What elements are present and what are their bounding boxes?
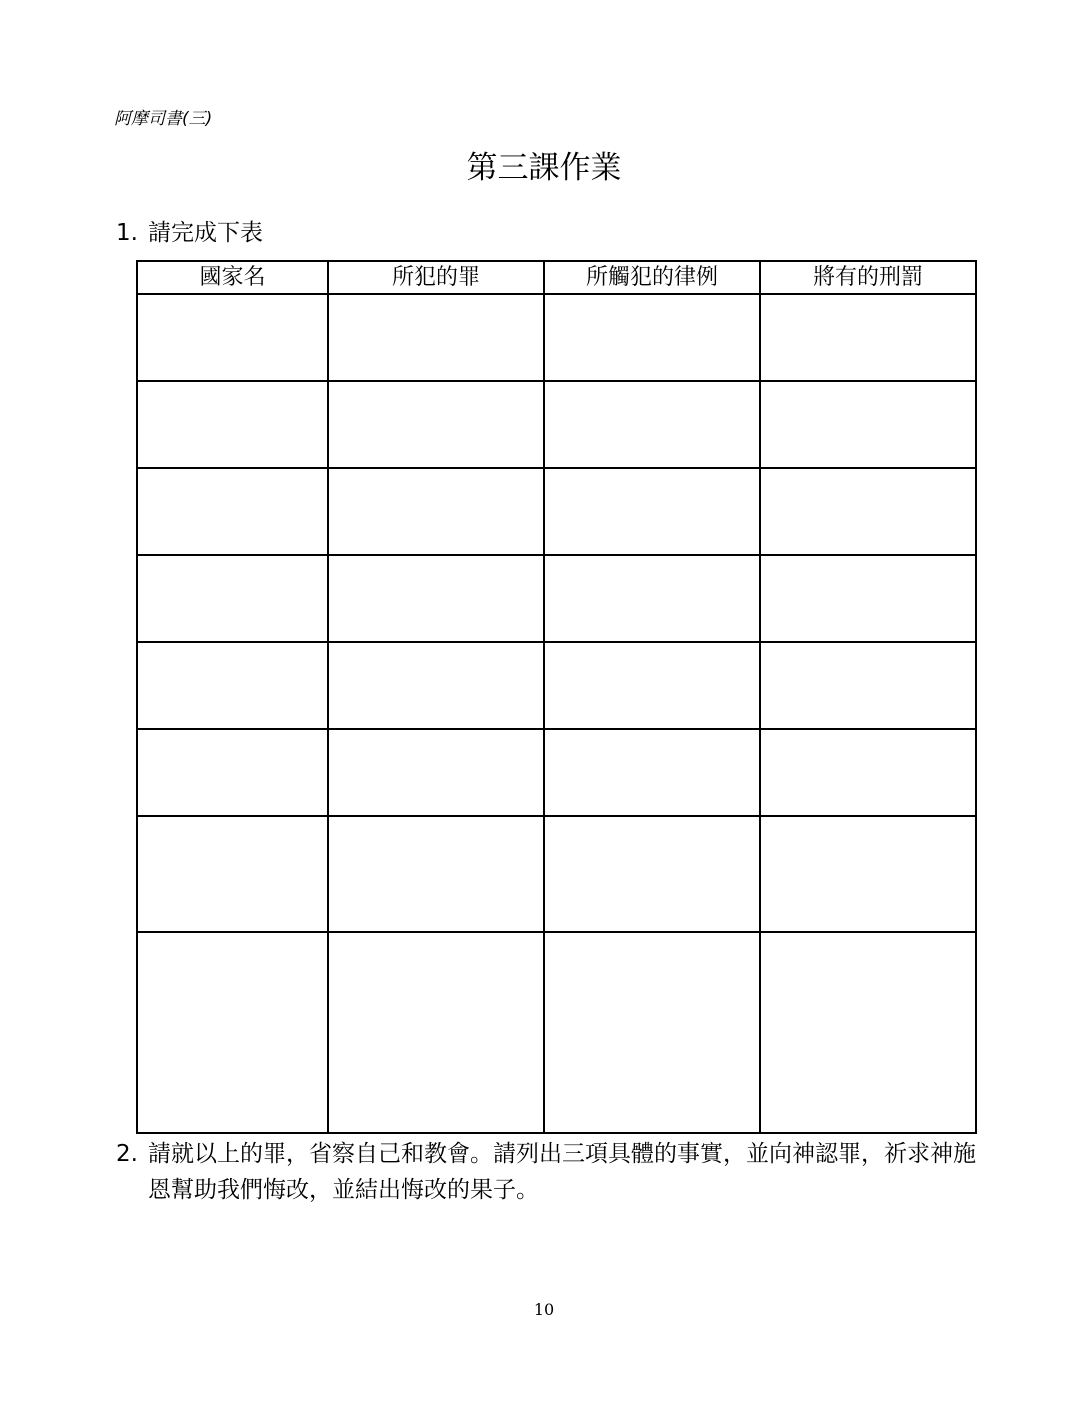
worksheet-table — [136, 260, 977, 1134]
page-number: 10 — [533, 1300, 555, 1319]
question-2-text: 請就以上的罪，省察自己和教會。請列出三項具體的事實，並向神認罪，祈求神施恩幫助我們悔改，並結出悔改的果子。 — [148, 1141, 976, 1203]
table-cell[interactable] — [760, 932, 976, 1133]
table-row — [137, 468, 976, 555]
table-cell[interactable] — [137, 932, 328, 1133]
table-cell[interactable] — [137, 642, 328, 729]
table-row — [137, 294, 976, 381]
table-row — [137, 555, 976, 642]
table-cell[interactable] — [328, 468, 544, 555]
table-cell[interactable] — [544, 932, 760, 1133]
column-header-sin: 所犯的罪 — [328, 261, 544, 294]
table-cell[interactable] — [328, 816, 544, 932]
table-cell[interactable] — [544, 555, 760, 642]
running-header: 阿摩司書(三) — [114, 109, 213, 129]
table-cell[interactable] — [328, 932, 544, 1133]
question-1-number: 1. — [116, 220, 138, 246]
question-2 — [116, 1136, 986, 1208]
table-cell[interactable] — [328, 642, 544, 729]
column-header-punishment: 將有的刑罰 — [760, 261, 976, 294]
table-cell[interactable] — [544, 816, 760, 932]
table-cell[interactable] — [328, 294, 544, 381]
question-2-number: 2. — [116, 1141, 138, 1167]
table-cell[interactable] — [137, 729, 328, 816]
table-cell[interactable] — [328, 555, 544, 642]
table-header-row — [137, 261, 976, 294]
table-row — [137, 729, 976, 816]
table-cell[interactable] — [760, 555, 976, 642]
table-cell[interactable] — [544, 468, 760, 555]
table-row — [137, 381, 976, 468]
question-1 — [116, 214, 263, 247]
table-row — [137, 816, 976, 932]
table-cell[interactable] — [544, 642, 760, 729]
question-1-text: 請完成下表 — [148, 220, 263, 246]
column-header-country: 國家名 — [137, 261, 328, 294]
table-cell[interactable] — [328, 729, 544, 816]
table-cell[interactable] — [137, 381, 328, 468]
table-row — [137, 642, 976, 729]
table-cell[interactable] — [328, 381, 544, 468]
table-cell[interactable] — [760, 381, 976, 468]
table-cell[interactable] — [544, 294, 760, 381]
table-cell[interactable] — [760, 294, 976, 381]
page-title: 第三課作業 — [466, 150, 622, 186]
table-row — [137, 932, 976, 1133]
table-cell[interactable] — [137, 816, 328, 932]
table-cell[interactable] — [544, 381, 760, 468]
table-cell[interactable] — [544, 729, 760, 816]
table-cell[interactable] — [760, 468, 976, 555]
table-cell[interactable] — [760, 816, 976, 932]
table-cell[interactable] — [760, 642, 976, 729]
table-cell[interactable] — [137, 468, 328, 555]
column-header-law: 所觸犯的律例 — [544, 261, 760, 294]
table-cell[interactable] — [137, 555, 328, 642]
table-cell[interactable] — [760, 729, 976, 816]
table-cell[interactable] — [137, 294, 328, 381]
